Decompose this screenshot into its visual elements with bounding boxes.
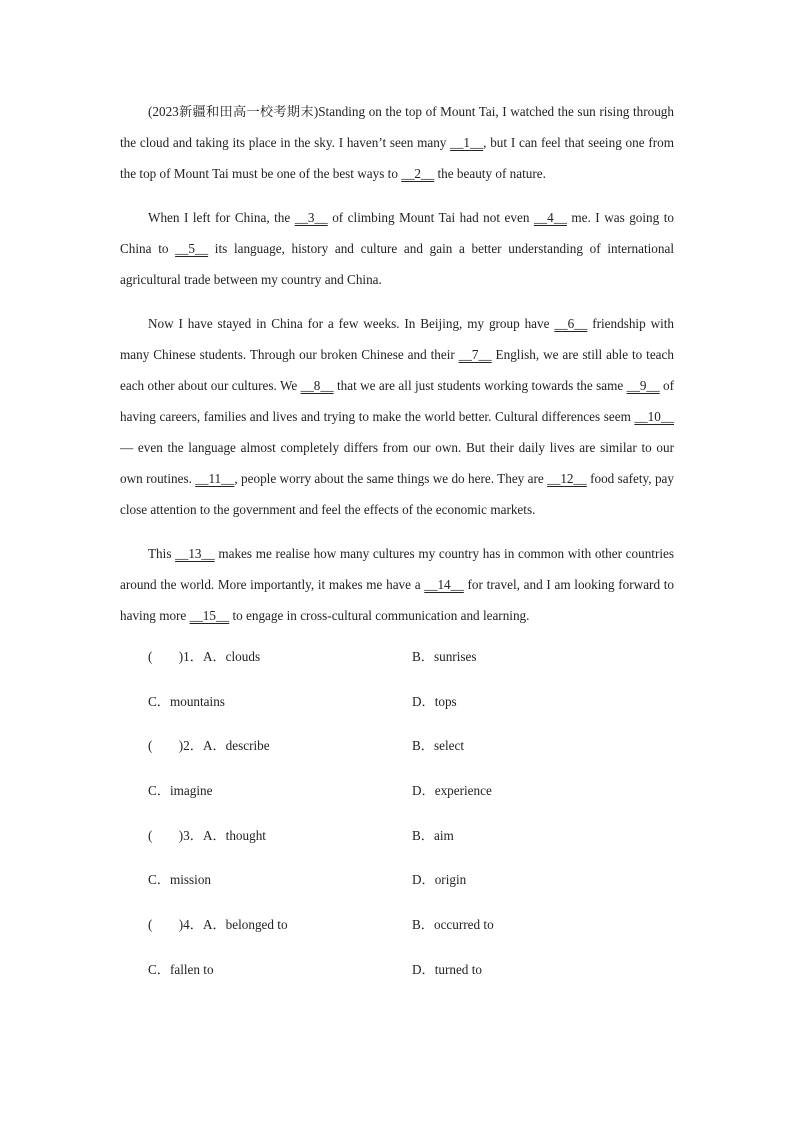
option-a: ( )1．A．clouds	[148, 649, 261, 664]
option-a: ( )4．A．belonged to	[148, 917, 288, 933]
passage-text: , people worry about the same things we do here. They are	[234, 471, 548, 486]
option-c: C．fallen to	[148, 961, 214, 977]
passage-text: When I left for China, the	[148, 210, 295, 225]
cloze-blank: __5__	[175, 241, 209, 256]
cloze-blank: __14__	[424, 577, 464, 592]
option-c: C．imagine	[148, 783, 213, 799]
cloze-blank: __7__	[458, 347, 492, 362]
option-a: ( )3．A．thought	[148, 827, 266, 843]
passage-paragraph	[120, 96, 678, 189]
cloze-blank: __13__	[175, 546, 215, 561]
option-d: D．experience	[412, 783, 492, 799]
passage-text: friendship with many Chinese students. Through our broken Chinese and their	[120, 316, 678, 362]
option-b: B．aim	[412, 827, 454, 843]
option-b: B．sunrises	[412, 649, 477, 664]
option-d: D．origin	[412, 872, 467, 888]
option-d: D．tops	[412, 693, 457, 709]
passage-text: the beauty of nature.	[434, 166, 546, 181]
passage-text: of having careers, families and lives and trying to make the world better. Cultural differences seem	[120, 378, 678, 424]
passage-text: for travel, and I am looking forward to having more	[120, 577, 678, 623]
question-option-row	[120, 692, 674, 737]
option-b: B．select	[412, 738, 465, 754]
option-c: C．mountains	[148, 693, 225, 709]
option-c: C．mission	[148, 872, 212, 888]
cloze-blank: __2__	[401, 166, 435, 181]
question-option-row	[120, 781, 674, 826]
passage-paragraph	[120, 538, 678, 631]
passage-text: This	[148, 546, 176, 561]
cloze-blank: __9__	[626, 378, 660, 393]
option-d: D．turned to	[412, 961, 482, 977]
cloze-blank: __1__	[450, 135, 484, 150]
passage-text: makes me realise how many cultures my country has in common with other countries around the world. More importantly, it makes me have a	[120, 546, 678, 592]
passage-text: Now I have stayed in China for a few weeks. In Beijing, my group have	[148, 316, 555, 331]
cloze-blank: __15__	[189, 608, 230, 623]
question-option-row	[120, 870, 674, 915]
cloze-blank: __3__	[294, 210, 328, 225]
passage-text: , but I can feel that seeing one from the top of Mount Tai must be one of the best ways to	[120, 135, 678, 181]
passage-text: (2023新疆和田高一校考期末)Standing on the top of Mount Tai, I watched the sun rising through the cloud and taking its place in the sky. I haven’t seen many	[120, 104, 678, 150]
passage-text: English, we are still able to teach each other about our cultures. We	[120, 347, 678, 393]
cloze-passage	[120, 96, 678, 631]
passage-text: of climbing Mount Tai had not even	[327, 210, 534, 225]
passage-text: its language, history and culture and gain a better understanding of international agricultural trade between my country and China.	[120, 241, 678, 287]
option-b: B．occurred to	[412, 917, 494, 933]
cloze-blank: __12__	[547, 471, 587, 486]
question-option-row	[120, 736, 674, 781]
passage-text: food safety, pay close attention to the government and feel the effects of the economic markets.	[120, 471, 678, 517]
option-a: ( )2．A．describe	[148, 738, 270, 754]
passage-text: that we are all just students working towards the same	[333, 378, 627, 393]
question-list	[120, 647, 674, 1005]
cloze-blank: __10__	[634, 409, 674, 424]
question-option-row	[120, 647, 674, 692]
passage-text: me. I was going to China to	[120, 210, 678, 256]
question-option-row	[120, 826, 674, 871]
cloze-blank: __11__	[195, 471, 235, 486]
passage-text: — even the language almost completely differs from our own. But their daily lives are similar to our own routines.	[120, 409, 678, 486]
question-option-row	[120, 915, 674, 960]
document-page	[120, 96, 678, 1005]
passage-paragraph	[120, 202, 678, 295]
passage-text: to engage in cross-cultural communication and learning.	[229, 608, 530, 623]
cloze-blank: __8__	[300, 378, 334, 393]
passage-paragraph	[120, 308, 678, 525]
question-option-row	[120, 960, 674, 1005]
cloze-blank: __4__	[533, 210, 567, 225]
cloze-blank: __6__	[554, 316, 588, 331]
